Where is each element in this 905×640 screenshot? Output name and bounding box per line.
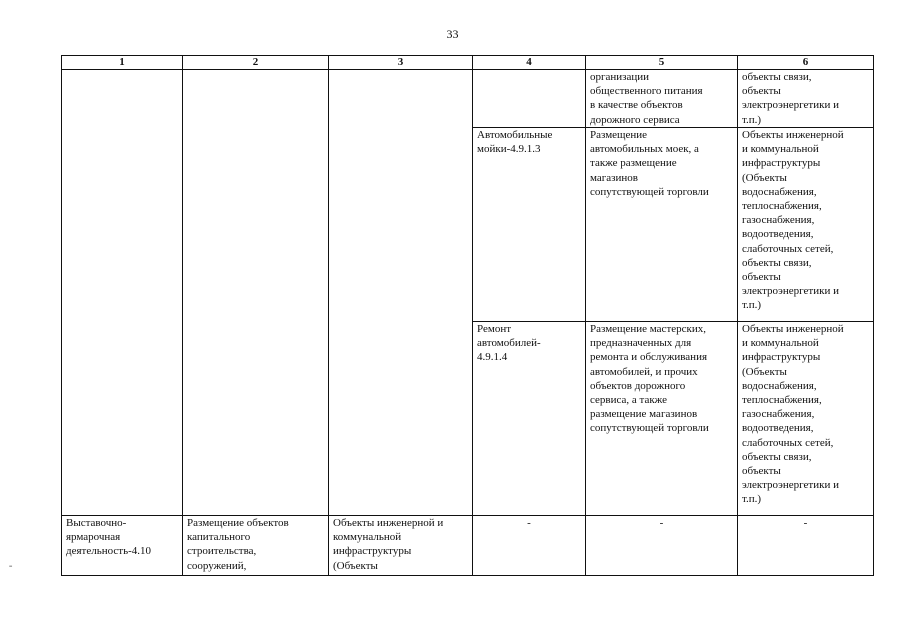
cell-text: - — [659, 517, 664, 529]
column-header-1: 1 — [62, 56, 183, 70]
cell-text: организации общественного питания в качестве объектов дорожного сервиса — [590, 71, 703, 126]
table-cell — [586, 516, 738, 576]
cell-text: Объекты инженерной и коммунальной инфраструктуры (Объекты водоснабжения, теплоснабжения, газоснабжения, водоотведения, слаботочных сетей, объекты связи, объекты электроэнергетики и т.п.) — [742, 129, 844, 312]
table-cell — [329, 516, 473, 576]
cell-text: Размещение автомобильных моек, а также размещение магазинов сопутствующей торговли — [590, 129, 709, 198]
cell-text: - — [527, 517, 531, 529]
table-cell — [473, 322, 586, 516]
cell-text: Объекты инженерной и коммунальной инфраструктуры (Объекты — [333, 517, 444, 572]
table-cell — [586, 128, 738, 322]
cell-text: Автомобильные мойки-4.9.1.3 — [477, 129, 553, 156]
merged-cell-col2 — [183, 70, 329, 516]
column-header-5: 5 — [586, 56, 738, 70]
table-cell — [183, 516, 329, 576]
table-cell — [738, 516, 874, 576]
column-header-6: 6 — [738, 56, 874, 70]
table-cell — [586, 70, 738, 128]
table-cell — [738, 128, 874, 322]
table-cell — [473, 70, 586, 128]
merged-cell-col3 — [329, 70, 473, 516]
merged-cell-col1 — [62, 70, 183, 516]
table-cell — [738, 322, 874, 516]
cell-text: Ремонт автомобилей- 4.9.1.4 — [477, 323, 541, 364]
cell-text: Объекты инженерной и коммунальной инфраструктуры (Объекты водоснабжения, теплоснабжения, газоснабжения, водоотведения, слаботочных сетей, объекты связи, объекты электроэнергетики и т.п.) — [742, 323, 844, 506]
cell-text: объекты связи, объекты электроэнергетики и т.п.) — [742, 71, 839, 126]
margin-mark: ≡ — [9, 564, 13, 570]
cell-text: Выставочно- ярмарочная деятельность-4.10 — [66, 517, 152, 558]
cell-text: Размещение объектов капитального строительства, сооружений, — [187, 517, 289, 572]
column-header-2: 2 — [183, 56, 329, 70]
column-header-3: 3 — [329, 56, 473, 70]
cell-text: - — [803, 517, 808, 529]
table-cell — [473, 128, 586, 322]
table-cell — [586, 322, 738, 516]
cell-text: Размещение мастерских, предназначенных для ремонта и обслуживания автомобилей, и прочих объектов дорожного сервиса, а также размещение магазинов сопутствующей торговли — [590, 323, 709, 435]
regulation-table — [61, 55, 874, 576]
header-row — [62, 56, 874, 70]
table-cell — [473, 516, 586, 576]
table-row — [62, 516, 874, 576]
table-cell — [738, 70, 874, 128]
page-number: 33 — [446, 27, 459, 41]
column-header-4: 4 — [473, 56, 586, 70]
table-row — [62, 70, 874, 128]
table-cell — [62, 516, 183, 576]
